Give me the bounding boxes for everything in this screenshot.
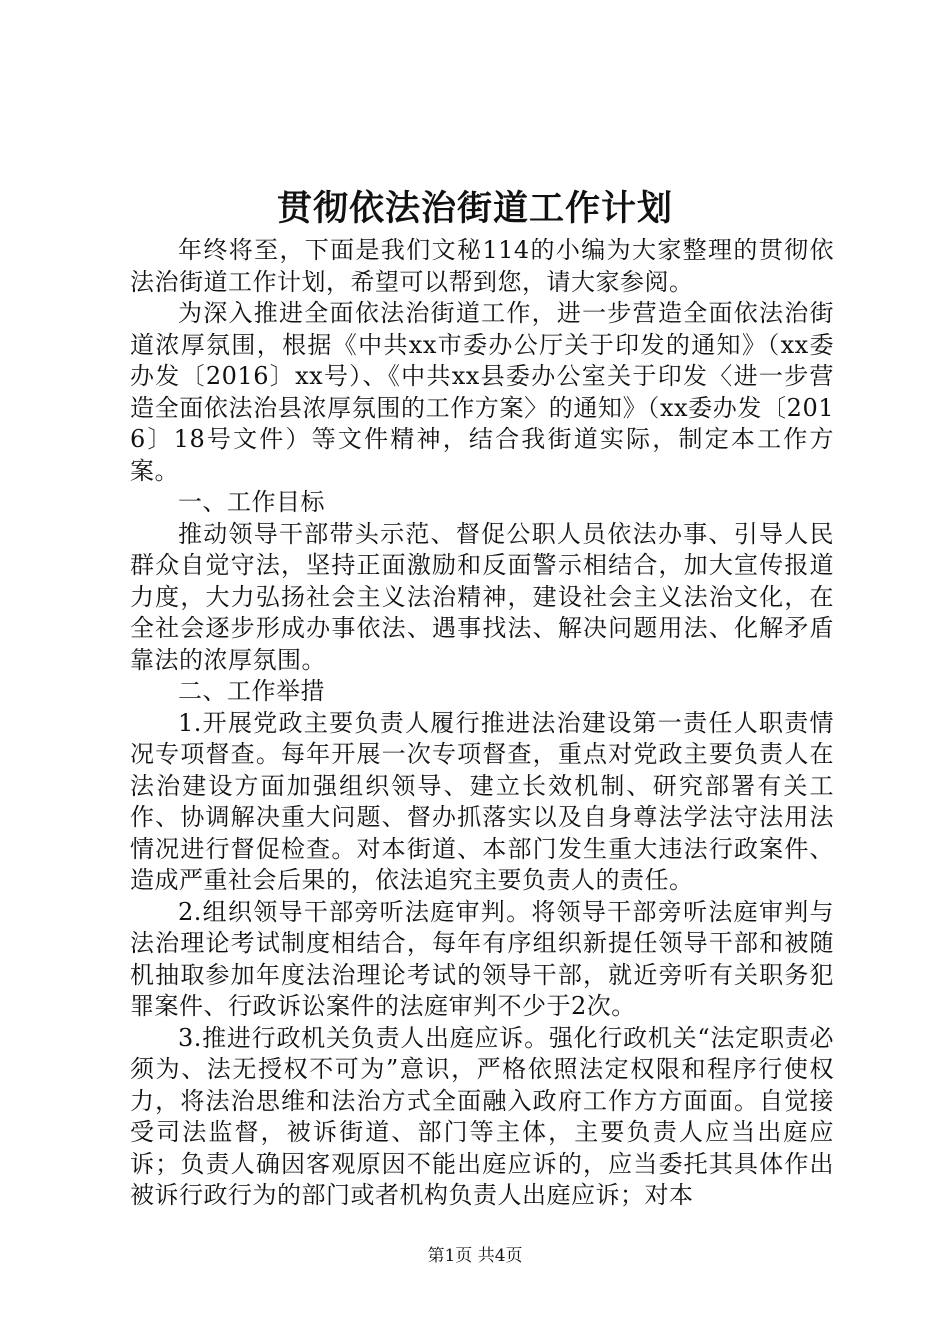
document-body [130, 235, 834, 1212]
measure-1-paragraph: 1.开展党政主要负责人履行推进法治建设第一责任人职责情况专项督查。每年开展一次专项督查，重点对党政主要负责人在法治建设方面加强组织领导、建立长效机制、研究部署有关工作、协调解决重大问题、督办抓落实以及自身尊法学法守法用法情况进行督促检查。对本街道、本部门发生重大违法行政案件、造成严重社会后果的，依法追究主要负责人的责任。 [130, 708, 834, 894]
intro-paragraph: 年终将至，下面是我们文秘114的小编为大家整理的贯彻依法治街道工作计划，希望可以帮到您，请大家参阅。 [130, 236, 834, 296]
document-title: 贯彻依法治街道工作计划 [276, 188, 673, 229]
measure-2-paragraph: 2.组织领导干部旁听法庭审判。将领导干部旁听法庭审判与法治理论考试制度相结合，每年有序组织新提任领导干部和被随机抽取参加年度法治理论考试的领导干部，就近旁听有关职务犯罪案件、行政诉讼案件的法庭审判不少于2次。 [130, 897, 834, 1020]
measure-3-paragraph: 3.推进行政机关负责人出庭应诉。强化行政机关“法定职责必须为、法无授权不可为”意识，严格依照法定权限和程序行使权力，将法治思维和法治方式全面融入政府工作方方面面。自觉接受司法监督，被诉街道、部门等主体，主要负责人应当出庭应诉；负责人确因客观原因不能出庭应诉的，应当委托其具体作出被诉行政行为的部门或者机构负责人出庭应诉；对本 [130, 1023, 834, 1209]
section-heading-goals: 一、工作目标 [178, 488, 325, 516]
page-footer: 第1页 共4页 [427, 1246, 523, 1266]
section-heading-measures: 二、工作举措 [178, 677, 325, 705]
goals-paragraph: 推动领导干部带头示范、督促公职人员依法办事、引导人民群众自觉守法，坚持正面激励和反面警示相结合，加大宣传报道力度，大力弘扬社会主义法治精神，建设社会主义法治文化，在全社会逐步形成办事依法、遇事找法、解决问题用法、化解矛盾靠法的浓厚氛围。 [130, 519, 834, 674]
basis-paragraph: 为深入推进全面依法治街道工作，进一步营造全面依法治街道浓厚氛围，根据《中共xx市委办公厅关于印发的通知》（xx委办发〔2016〕xx号）、《中共xx县委办公室关于印发〈进一步营造全面依法治县浓厚氛围的工作方案〉的通知》（xx委办发〔2016〕18号文件）等文件精神，结合我街道实际，制定本工作方案。 [130, 299, 834, 485]
